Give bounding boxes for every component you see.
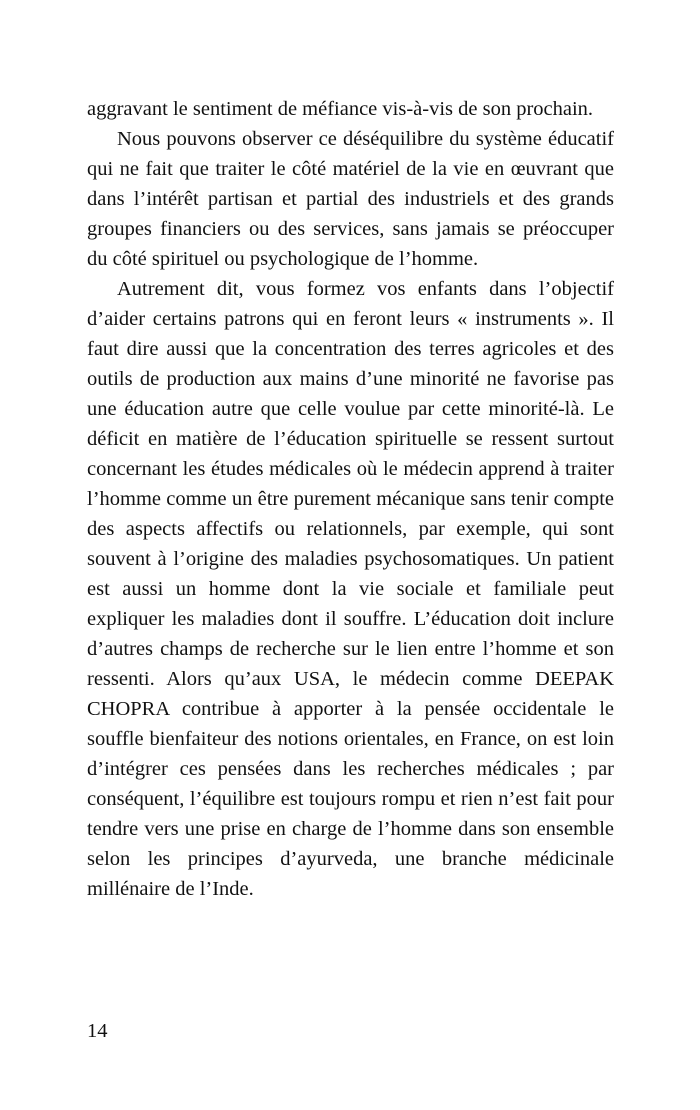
body-text <box>87 94 614 904</box>
paragraph-continuation: aggravant le sentiment de méfiance vis-à-vis de son prochain. <box>87 98 594 120</box>
paragraph-spiritual-education: Autrement dit, vous formez vos enfants dans l’objectif d’aider certains patrons qui en feront leurs « instruments ». Il faut dire aussi que la concentration des terres agricoles et des outils de production aux mains d’une minorité ne favorise pas une éducation autre que celle voulue par cette minorité-là. Le déficit en matière de l’éducation spirituelle se ressent surtout concernant les études médicales où le médecin apprend à traiter l’homme comme un être purement mécanique sans tenir compte des aspects affectifs ou relationnels, par exemple, qui sont souvent à l’origine des maladies psychosomatiques. Un patient est aussi un homme dont la vie sociale et familiale peut expliquer les maladies dont il souffre. L’éducation doit inclure d’autres champs de recherche sur le lien entre l’homme et son ressenti. Alors qu’aux USA, le médecin comme DEEPAK CHOPRA contribue à apporter à la pensée occidentale le souffle bienfaiteur des notions orientales, en France, on est loin d’intégrer ces pensées dans les recherches médicales ; par conséquent, l’équilibre est toujours rompu et rien n’est fait pour tendre vers une prise en charge de l’homme dans son ensemble selon les principes d’ayurveda, une branche médicinale millénaire de l’Inde. <box>87 278 614 900</box>
paragraph-education-imbalance: Nous pouvons observer ce déséquilibre du système éducatif qui ne fait que traiter le côté matériel de la vie en œuvrant que dans l’intérêt partisan et partial des industriels et des grands groupes financiers ou des services, sans jamais se préoccuper du côté spirituel ou psychologique de l’homme. <box>87 128 614 270</box>
page-number: 14 <box>87 1020 108 1042</box>
